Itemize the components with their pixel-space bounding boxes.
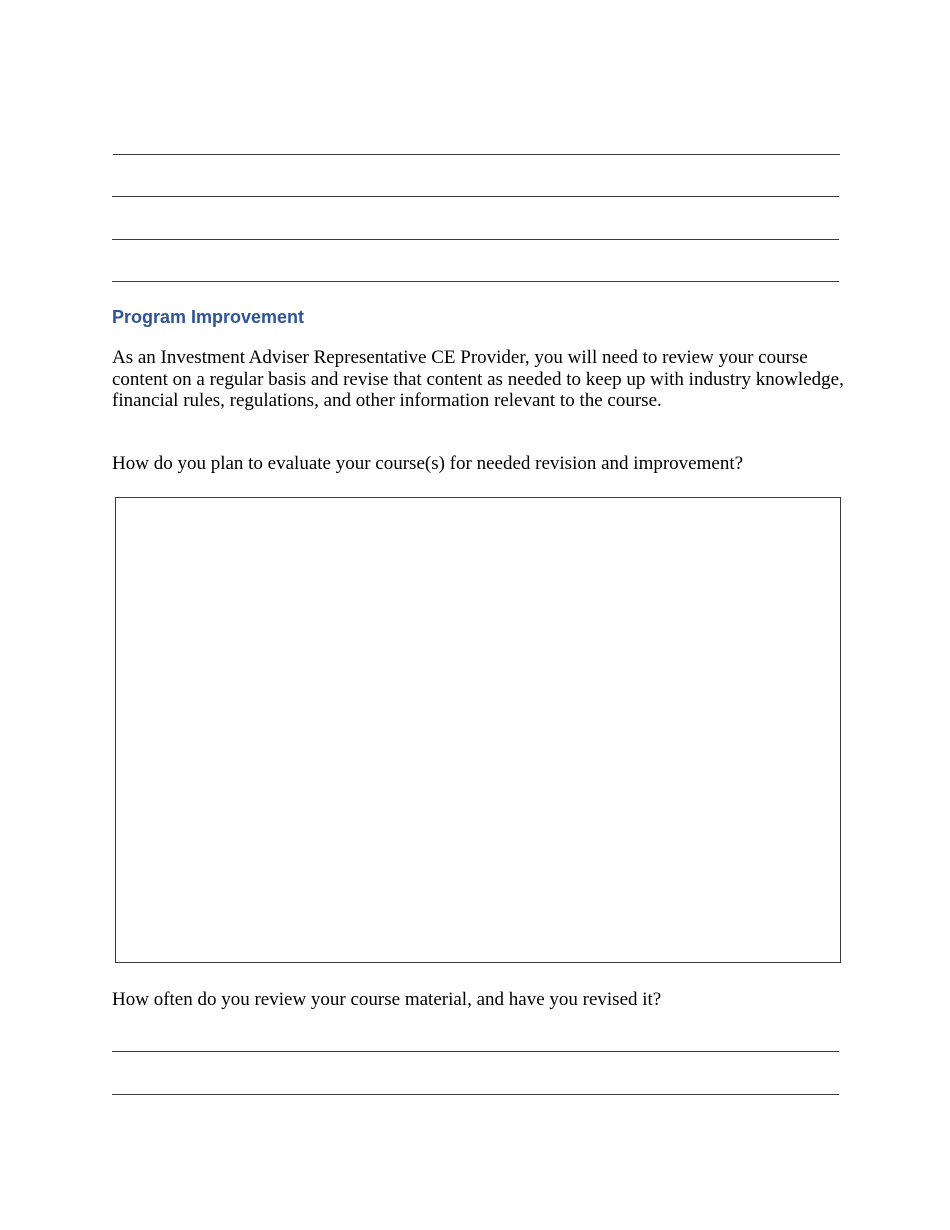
answer-line[interactable]	[112, 1094, 839, 1095]
review-frequency-question: How often do you review your course material, and have you revised it?	[112, 989, 662, 1010]
evaluate-question: How do you plan to evaluate your course(s) for needed revision and improvement?	[112, 453, 744, 474]
answer-line[interactable]	[113, 154, 840, 155]
intro-paragraph: As an Investment Adviser Representative CE Provider, you will need to review your course content on a regular basis and revise that content as needed to keep up with industry knowledge, financial rules, regulations, and other information relevant to the course.	[112, 347, 844, 411]
evaluate-answer-box[interactable]	[115, 497, 841, 963]
answer-line[interactable]	[112, 281, 839, 282]
answer-line[interactable]	[112, 196, 839, 197]
answer-line[interactable]	[112, 239, 839, 240]
answer-line[interactable]	[112, 1051, 839, 1052]
section-heading: Program Improvement	[112, 307, 305, 327]
